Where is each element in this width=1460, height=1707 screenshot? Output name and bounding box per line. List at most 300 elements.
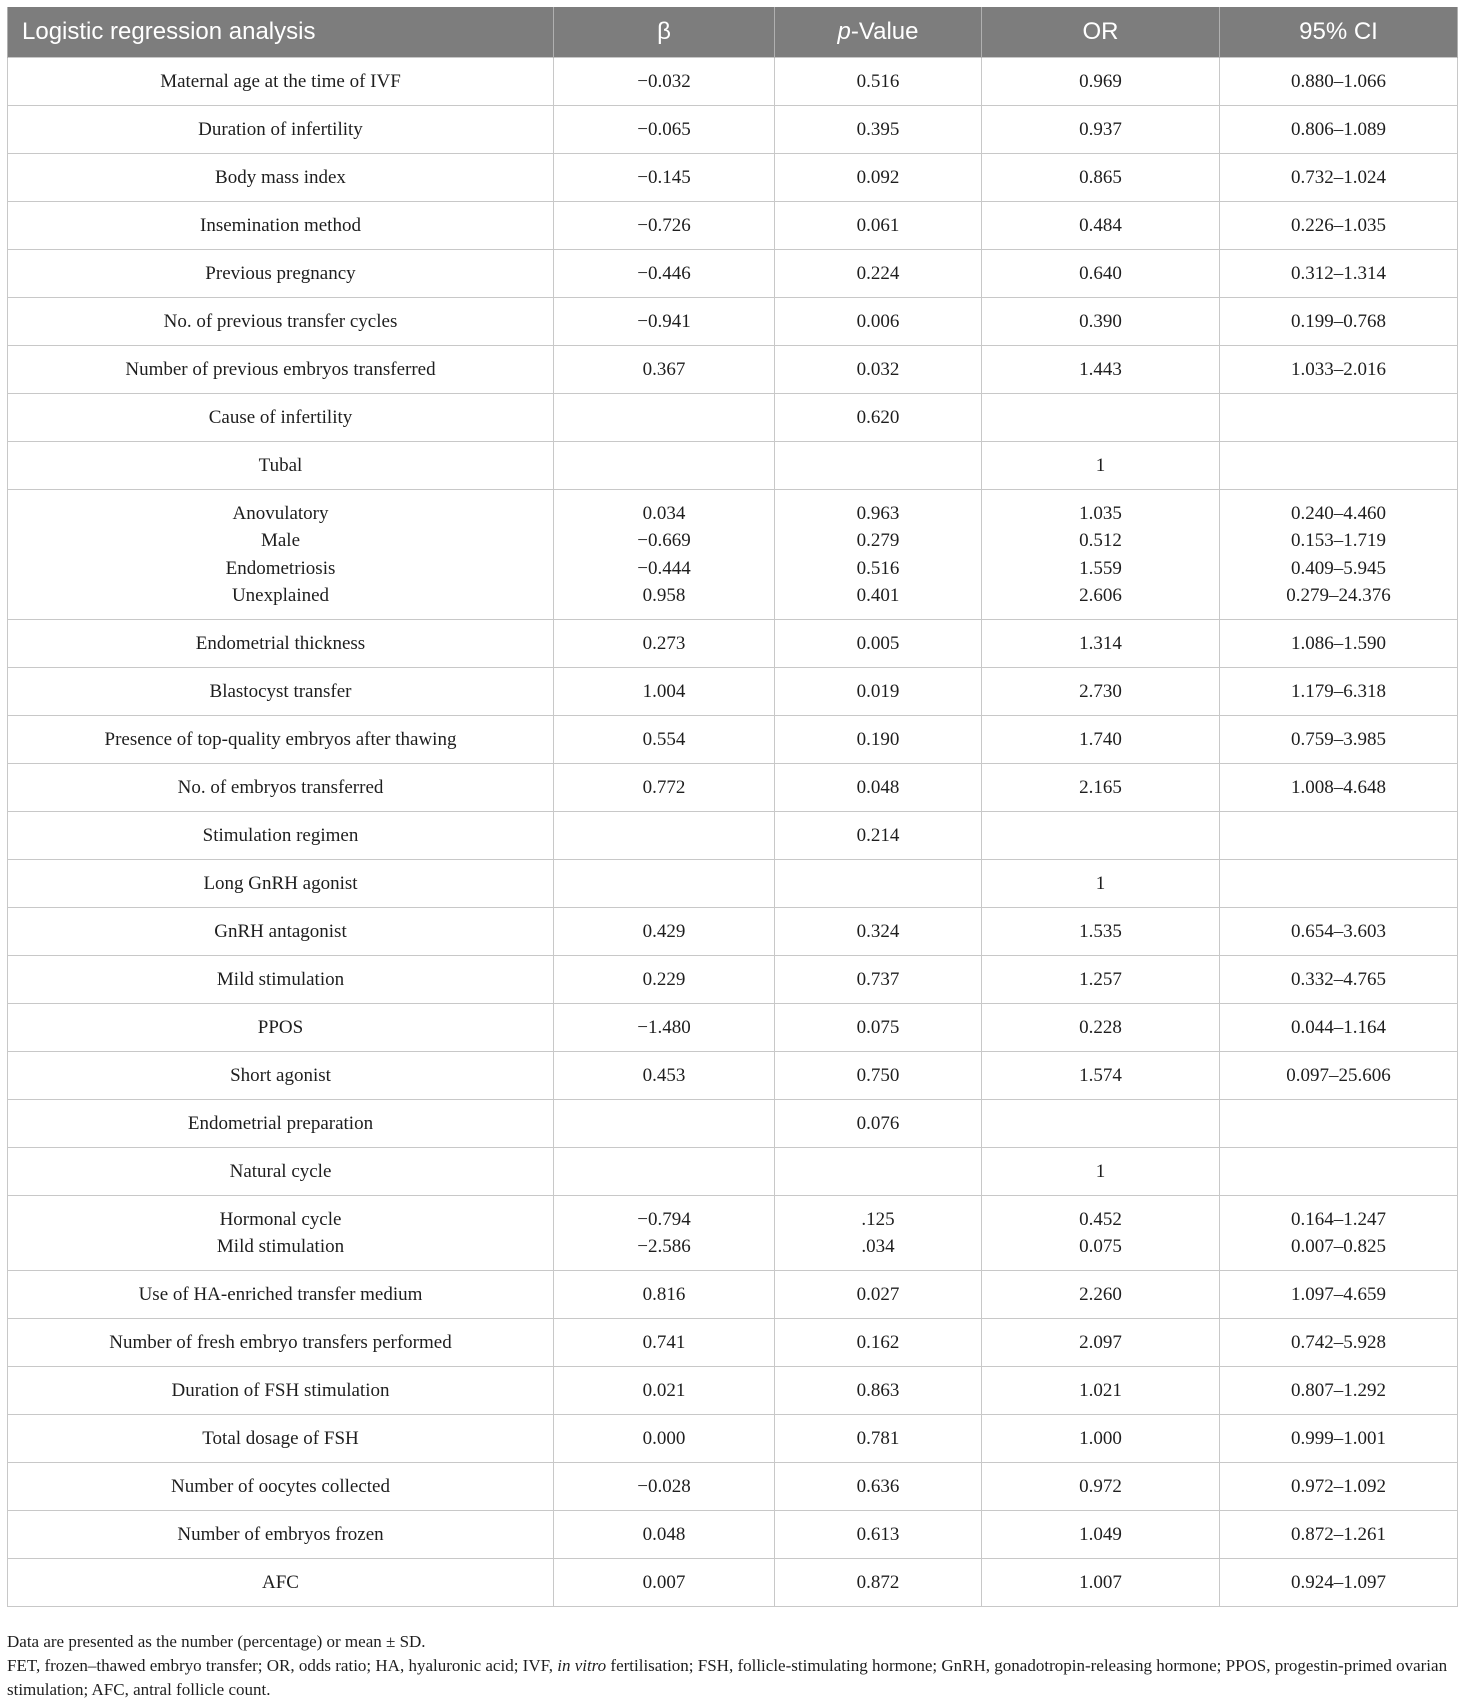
cell-ci [1220,1271,1458,1319]
cell-ci [1220,812,1458,860]
cell-p [775,1100,982,1148]
cell-label-value: Duration of FSH stimulation [171,1379,390,1401]
cell-label-value: Endometriosis [225,557,336,579]
cell-label [8,1463,554,1511]
cell-or-value: 0.865 [1079,166,1122,188]
cell-p [775,202,982,250]
table-row [8,1415,1458,1463]
cell-label [8,154,554,202]
cell-beta-value: 0.229 [642,968,686,990]
cell-beta [554,1271,775,1319]
cell-label-value: Unexplained [231,585,330,606]
table-row [8,1367,1458,1415]
cell-beta [554,1367,775,1415]
cell-label-value: GnRH antagonist [214,920,347,942]
header-or: OR [982,7,1220,58]
cell-beta-value: −0.941 [637,310,691,332]
cell-label-value: Previous pregnancy [205,262,356,284]
cell-p [775,908,982,956]
cell-p-value: 0.190 [856,728,900,750]
cell-beta-value: 0.554 [642,728,686,750]
cell-p [775,106,982,154]
cell-beta [554,154,775,202]
cell-or-value: 1.740 [1079,728,1122,750]
cell-label [8,490,554,620]
cell-label-value: Presence of top-quality embryos after thawing [104,728,457,750]
cell-ci [1220,250,1458,298]
cell-p [775,812,982,860]
table-row [8,716,1458,764]
cell-p-value: 0.737 [856,968,900,990]
cell-or [982,106,1220,154]
cell-beta-value: 0.429 [642,920,686,942]
cell-ci [1220,58,1458,106]
cell-beta [554,716,775,764]
table-row [8,1196,1458,1271]
cell-label [8,716,554,764]
cell-p [775,442,982,490]
cell-or [982,812,1220,860]
cell-beta [554,346,775,394]
cell-label-value: Number of previous embryos transferred [125,358,436,380]
cell-or [982,620,1220,668]
cell-label-value: Short agonist [230,1064,331,1086]
header-p-prefix: p [837,18,851,45]
cell-or-value: 1.021 [1079,1379,1122,1401]
cell-or [982,1196,1220,1271]
cell-p-value: 0.075 [856,1016,900,1038]
cell-label [8,1367,554,1415]
cell-ci-value: 0.732–1.024 [1291,166,1386,188]
cell-beta [554,1196,775,1271]
cell-label-value: Body mass index [215,166,346,188]
cell-or [982,668,1220,716]
cell-ci [1220,1196,1458,1271]
cell-or-value: 1 [1095,872,1106,894]
cell-or-value: 0.452 [1079,1208,1122,1230]
cell-p [775,716,982,764]
cell-ci-value: 0.880–1.066 [1291,70,1386,92]
cell-label-value: PPOS [257,1016,304,1038]
cell-label-value: Tubal [258,454,303,476]
cell-ci-value: 0.742–5.928 [1291,1331,1386,1353]
header-ci: 95% CI [1220,7,1458,58]
cell-ci [1220,1148,1458,1196]
cell-or-value: 0.969 [1079,70,1122,92]
cell-or [982,1004,1220,1052]
cell-p-value: 0.006 [856,310,900,332]
cell-label [8,1196,554,1271]
cell-or [982,764,1220,812]
cell-ci [1220,490,1458,620]
cell-or-value: 0.075 [1079,1236,1122,1257]
cell-label-value: Maternal age at the time of IVF [160,70,401,92]
cell-beta-value: −0.145 [637,166,691,188]
cell-beta-value: −0.669 [637,530,691,551]
cell-p-value: 0.620 [856,406,900,428]
table-row [8,490,1458,620]
cell-or [982,1319,1220,1367]
cell-or-value: 0.640 [1079,262,1122,284]
cell-or-value: 2.260 [1079,1283,1122,1305]
cell-or [982,1100,1220,1148]
cell-beta-value: 0.958 [642,585,686,606]
cell-or-value: 1.257 [1079,968,1122,990]
cell-p-value: 0.224 [856,262,900,284]
cell-beta-value: 0.816 [642,1283,686,1305]
table-row [8,956,1458,1004]
cell-label [8,1559,554,1607]
cell-beta [554,764,775,812]
table-row [8,154,1458,202]
table-header [8,7,1458,58]
cell-p-value: 0.092 [856,166,900,188]
cell-label [8,764,554,812]
cell-label-value: Endometrial preparation [187,1112,374,1134]
cell-ci-value: 1.008–4.648 [1291,776,1386,798]
cell-beta-value: 0.741 [642,1331,686,1353]
cell-label [8,1004,554,1052]
cell-label-value: Blastocyst transfer [209,680,352,702]
cell-p-value: 0.516 [856,557,900,579]
cell-ci [1220,442,1458,490]
cell-label-value: Total dosage of FSH [202,1427,359,1449]
table-row [8,1559,1458,1607]
cell-beta [554,908,775,956]
cell-p-value: 0.863 [856,1379,900,1401]
cell-ci [1220,202,1458,250]
cell-or [982,1415,1220,1463]
cell-ci [1220,1415,1458,1463]
cell-beta-value: 0.007 [642,1571,686,1593]
cell-p [775,154,982,202]
cell-p [775,250,982,298]
cell-label [8,298,554,346]
header-beta: β [554,7,775,58]
cell-label [8,1148,554,1196]
cell-label-value: Number of oocytes collected [171,1475,390,1497]
cell-beta [554,1052,775,1100]
cell-label-value: No. of previous transfer cycles [163,310,398,332]
cell-ci-value: 0.279–24.376 [1286,585,1391,606]
cell-ci [1220,620,1458,668]
cell-ci-value: 0.044–1.164 [1291,1016,1386,1038]
header-row [8,7,1458,58]
cell-p [775,1052,982,1100]
cell-label [8,250,554,298]
cell-or-value: 1.443 [1079,358,1122,380]
cell-label-value: Mild stimulation [216,968,345,990]
cell-beta [554,668,775,716]
cell-ci [1220,1004,1458,1052]
cell-beta [554,620,775,668]
cell-ci [1220,394,1458,442]
cell-beta-value: −2.586 [637,1236,691,1257]
cell-p [775,1196,982,1271]
cell-p-value: 0.395 [856,118,900,140]
cell-or [982,346,1220,394]
cell-p-value: 0.048 [856,776,900,798]
cell-beta-value: 0.453 [642,1064,686,1086]
cell-ci-value: 0.409–5.945 [1291,557,1386,579]
cell-p-value: 0.027 [856,1283,900,1305]
table-row [8,764,1458,812]
footnote-abbrev-italic: in vitro [557,1656,607,1675]
cell-beta [554,442,775,490]
cell-p-value: 0.005 [856,632,900,654]
cell-ci [1220,764,1458,812]
cell-ci-value: 0.872–1.261 [1291,1523,1386,1545]
header-label: Logistic regression analysis [8,7,554,58]
cell-label-value: Number of embryos frozen [177,1523,384,1545]
footnote-abbrev-part1: FET, frozen–thawed embryo transfer; OR, odds ratio; HA, hyaluronic acid; IVF, [7,1656,558,1675]
cell-or [982,1511,1220,1559]
cell-label-value: Natural cycle [229,1160,332,1182]
cell-ci-value: 0.924–1.097 [1291,1571,1386,1593]
regression-table [7,7,1458,1607]
cell-p-value: .034 [861,1236,895,1257]
cell-ci-value: 0.097–25.606 [1286,1064,1391,1086]
footnote-abbreviations [7,1654,1453,1702]
table-row [8,298,1458,346]
cell-or [982,1148,1220,1196]
table-row [8,1052,1458,1100]
cell-ci [1220,716,1458,764]
cell-ci [1220,106,1458,154]
cell-or-value: 1.007 [1079,1571,1122,1593]
cell-or [982,394,1220,442]
cell-label [8,908,554,956]
cell-or-value: 2.730 [1079,680,1122,702]
cell-label [8,1100,554,1148]
cell-or [982,956,1220,1004]
cell-label [8,812,554,860]
cell-beta-value: −0.065 [637,118,691,140]
cell-beta [554,1319,775,1367]
cell-beta-value: 0.034 [642,502,686,524]
cell-label [8,346,554,394]
regression-table-container [7,7,1457,1607]
cell-p-value: 0.750 [856,1064,900,1086]
cell-p [775,620,982,668]
cell-beta [554,812,775,860]
cell-or-value: 1.314 [1079,632,1122,654]
cell-label-value: Duration of infertility [198,118,363,140]
cell-or-value: 1.035 [1079,502,1122,524]
cell-p-value: 0.214 [856,824,900,846]
cell-label [8,1415,554,1463]
cell-label [8,956,554,1004]
cell-label-value: Number of fresh embryo transfers performed [109,1331,452,1353]
cell-p [775,1004,982,1052]
cell-label [8,668,554,716]
cell-ci-value: 0.807–1.292 [1291,1379,1386,1401]
cell-or [982,58,1220,106]
cell-ci [1220,1511,1458,1559]
table-row [8,860,1458,908]
cell-or-value: 2.165 [1079,776,1122,798]
cell-beta-value: 0.772 [642,776,686,798]
cell-p [775,764,982,812]
cell-ci-value: 1.086–1.590 [1291,632,1386,654]
cell-beta-value: 0.367 [642,358,686,380]
cell-p [775,394,982,442]
cell-or [982,1052,1220,1100]
table-row [8,1463,1458,1511]
cell-or-value: 1.049 [1079,1523,1122,1545]
cell-label [8,1511,554,1559]
cell-ci-value: 0.007–0.825 [1291,1236,1386,1257]
cell-ci-value: 0.654–3.603 [1291,920,1386,942]
cell-label [8,1319,554,1367]
cell-label [8,58,554,106]
cell-or [982,1367,1220,1415]
cell-or [982,154,1220,202]
cell-ci [1220,1319,1458,1367]
cell-or [982,908,1220,956]
table-row [8,1511,1458,1559]
cell-beta-value: 0.273 [642,632,686,654]
cell-ci [1220,668,1458,716]
cell-p-value: 0.781 [856,1427,900,1449]
cell-p-value: 0.401 [856,585,900,606]
cell-p-value: 0.516 [856,70,900,92]
cell-p [775,956,982,1004]
cell-or-value: 0.972 [1079,1475,1122,1497]
table-row [8,442,1458,490]
cell-label-value: Hormonal cycle [219,1208,342,1230]
cell-ci [1220,908,1458,956]
cell-ci [1220,860,1458,908]
cell-p [775,58,982,106]
table-row [8,250,1458,298]
cell-beta [554,956,775,1004]
cell-or-value: 1.559 [1079,557,1122,579]
cell-p [775,298,982,346]
cell-ci-value: 0.332–4.765 [1291,968,1386,990]
cell-ci [1220,1559,1458,1607]
cell-beta [554,202,775,250]
cell-label [8,860,554,908]
table-row [8,346,1458,394]
cell-or [982,1271,1220,1319]
cell-ci-value: 1.033–2.016 [1291,358,1386,380]
cell-p-value: 0.872 [856,1571,900,1593]
cell-beta-value: −0.032 [637,70,691,92]
cell-beta [554,490,775,620]
cell-ci [1220,1463,1458,1511]
cell-beta [554,394,775,442]
footnote-data-presentation: Data are presented as the number (percentage) or mean ± SD. [7,1632,426,1651]
cell-beta-value: 0.000 [642,1427,686,1449]
cell-or [982,250,1220,298]
cell-p-value: 0.162 [856,1331,900,1353]
cell-label-value: AFC [262,1571,299,1593]
cell-or-value: 1 [1095,1160,1106,1182]
cell-p-value: 0.019 [856,680,900,702]
cell-p-value: .125 [861,1208,895,1230]
cell-ci-value: 0.164–1.247 [1291,1208,1386,1230]
cell-ci [1220,1100,1458,1148]
cell-label-value: Stimulation regimen [202,824,359,846]
cell-or-value: 0.390 [1079,310,1122,332]
cell-beta-value: −0.446 [637,262,691,284]
cell-or-value: 2.606 [1079,585,1122,606]
cell-label [8,1271,554,1319]
cell-label-value: Long GnRH agonist [203,872,358,894]
cell-beta [554,1004,775,1052]
cell-p [775,1415,982,1463]
cell-label-value: Cause of infertility [208,406,353,428]
cell-p-value: 0.963 [856,502,900,524]
cell-ci-value: 0.312–1.314 [1291,262,1386,284]
cell-label [8,394,554,442]
cell-beta [554,250,775,298]
cell-or-value: 0.512 [1079,530,1122,551]
cell-or-value: 0.228 [1079,1016,1122,1038]
cell-p-value: 0.032 [856,358,900,380]
cell-label [8,620,554,668]
cell-ci-value: 0.972–1.092 [1291,1475,1386,1497]
table-row [8,1271,1458,1319]
cell-ci-value: 1.097–4.659 [1291,1283,1386,1305]
table-row [8,1319,1458,1367]
cell-label [8,1052,554,1100]
cell-beta [554,1511,775,1559]
footnote-abbrev-part2: fertilisation; FSH, follicle-stimulating hormone; GnRH, gonadotropin-releasing hormone; PPOS, progestin-primed ovarian stimulation; AFC, antral follicle count. [7,1656,1448,1699]
cell-beta [554,298,775,346]
cell-label [8,202,554,250]
cell-p [775,1367,982,1415]
cell-or-value: 1.574 [1079,1064,1122,1086]
cell-beta-value: −0.726 [637,214,691,236]
cell-beta [554,58,775,106]
header-p-suffix: -Value [850,18,919,45]
cell-beta-value: −1.480 [637,1016,691,1038]
cell-or [982,1463,1220,1511]
cell-beta [554,1415,775,1463]
table-row [8,620,1458,668]
cell-ci [1220,1367,1458,1415]
cell-beta-value: 1.004 [642,680,686,702]
cell-p [775,346,982,394]
table-row [8,908,1458,956]
table-footnotes [7,1630,1453,1702]
cell-ci-value: 0.759–3.985 [1291,728,1386,750]
cell-p [775,490,982,620]
cell-ci-value: 0.240–4.460 [1291,502,1386,524]
cell-beta-value: 0.048 [642,1523,686,1545]
table-row [8,812,1458,860]
cell-beta [554,1559,775,1607]
cell-ci [1220,956,1458,1004]
cell-or [982,860,1220,908]
cell-ci-value: 0.999–1.001 [1291,1427,1386,1449]
table-row [8,668,1458,716]
cell-ci-value: 1.179–6.318 [1291,680,1386,702]
cell-label-value: Endometrial thickness [195,632,366,654]
cell-or-value: 1 [1095,454,1106,476]
table-body [8,58,1458,1607]
table-row [8,106,1458,154]
cell-beta [554,860,775,908]
cell-label-value: Anovulatory [232,502,329,524]
cell-p [775,1463,982,1511]
cell-beta-value: −0.444 [637,557,691,579]
header-p-value [775,7,982,58]
cell-p [775,1511,982,1559]
cell-or-value: 0.937 [1079,118,1122,140]
